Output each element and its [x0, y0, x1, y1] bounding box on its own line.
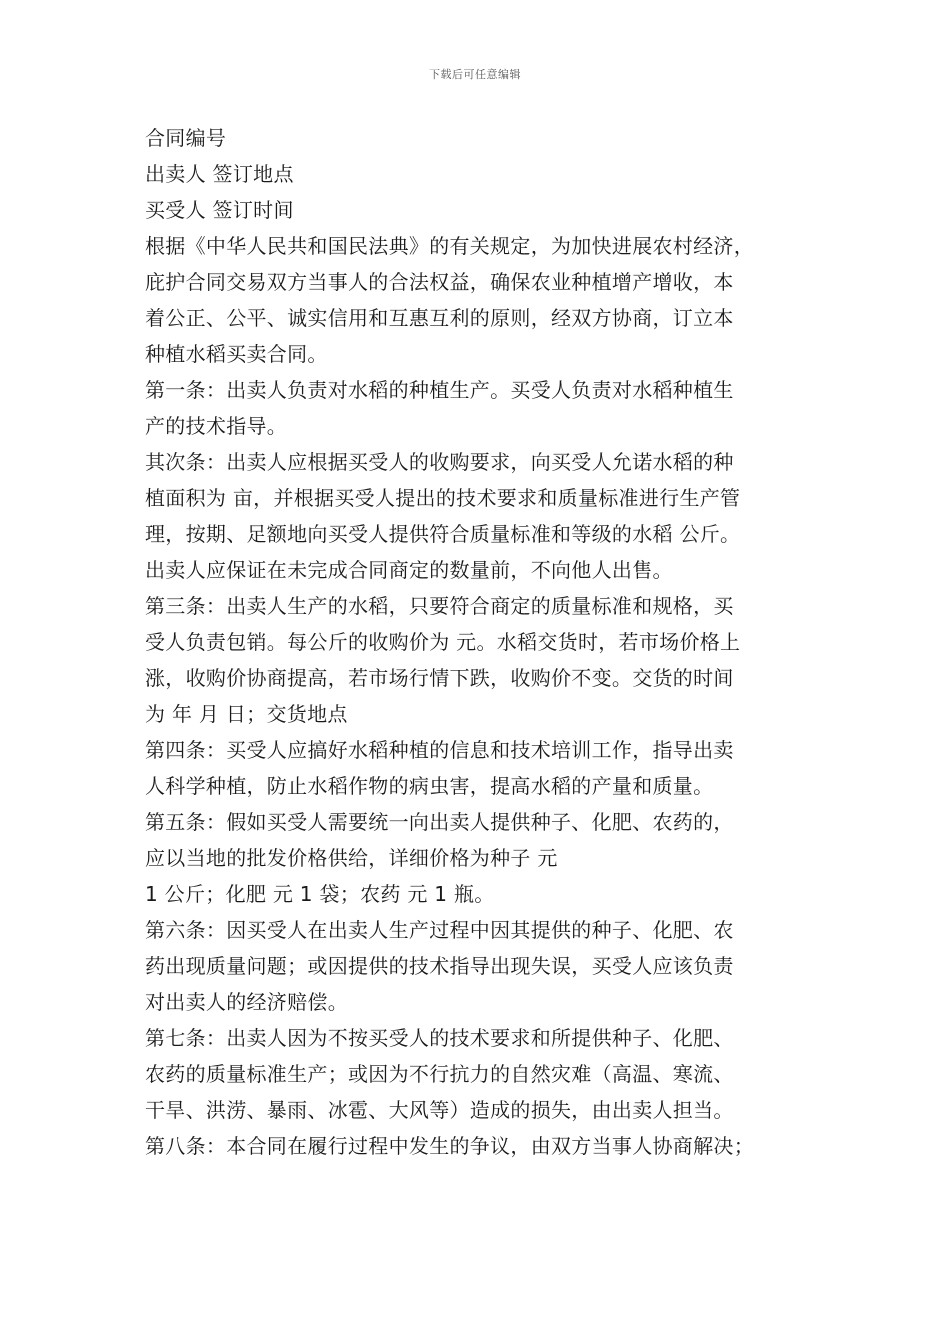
doc-line: 种植水稻买卖合同。: [145, 342, 328, 366]
doc-line: 1 公斤；化肥 元 1 袋；农药 元 1 瓶。: [145, 882, 495, 906]
doc-line: 出卖人应保证在未完成合同商定的数量前，不向他人出售。: [145, 558, 673, 582]
doc-line: 受人负责包销。每公斤的收购价为 元。水稻交货时，若市场价格上: [145, 630, 741, 654]
doc-line: 产的技术指导。: [145, 414, 288, 438]
doc-line: 应以当地的批发价格供给，详细价格为种子 元: [145, 846, 558, 870]
document-body: [145, 120, 815, 1164]
doc-line: 对出卖人的经济赔偿。: [145, 990, 348, 1014]
doc-line-article-6: 第六条：因买受人在出卖人生产过程中因其提供的种子、化肥、农: [145, 918, 734, 942]
doc-line: 庇护合同交易双方当事人的合法权益，确保农业种植增产增收，本: [145, 270, 734, 294]
doc-line: 农药的质量标准生产；或因为不行抗力的自然灾难（高温、寒流、: [145, 1062, 734, 1086]
doc-line: 根据《中华人民共和国民法典》的有关规定，为加快进展农村经济，: [145, 234, 754, 258]
doc-line-seller: 出卖人 签订地点: [145, 162, 294, 186]
doc-line: 人科学种植，防止水稻作物的病虫害，提高水稻的产量和质量。: [145, 774, 714, 798]
doc-line-buyer: 买受人 签订时间: [145, 198, 294, 222]
doc-line-contract-number: 合同编号: [145, 126, 227, 150]
doc-line: 药出现质量问题；或因提供的技术指导出现失误，买受人应该负责: [145, 954, 734, 978]
doc-line-article-3: 第三条：出卖人生产的水稻，只要符合商定的质量标准和规格，买: [145, 594, 734, 618]
doc-line-article-4: 第四条：买受人应搞好水稻种植的信息和技术培训工作，指导出卖: [145, 738, 734, 762]
doc-line-article-5: 第五条：假如买受人需要统一向出卖人提供种子、化肥、农药的，: [145, 810, 734, 834]
page-header-note: 下载后可任意编辑: [429, 68, 521, 81]
doc-line-article-8: 第八条：本合同在履行过程中发生的争议，由双方当事人协商解决；: [145, 1134, 754, 1158]
doc-line-article-1: 第一条：出卖人负责对水稻的种植生产。买受人负责对水稻种植生: [145, 378, 734, 402]
doc-line-article-7: 第七条：出卖人因为不按买受人的技术要求和所提供种子、化肥、: [145, 1026, 734, 1050]
doc-line-article-2: 其次条：出卖人应根据买受人的收购要求，向买受人允诺水稻的种: [145, 450, 734, 474]
doc-line: 着公正、公平、诚实信用和互惠互利的原则，经双方协商，订立本: [145, 306, 734, 330]
doc-line: 理，按期、足额地向买受人提供符合质量标准和等级的水稻 公斤。: [145, 522, 741, 546]
doc-line: 植面积为 亩，并根据买受人提出的技术要求和质量标准进行生产管: [145, 486, 741, 510]
doc-line: 涨，收购价协商提高，若市场行情下跌，收购价不变。交货的时间: [145, 666, 734, 690]
doc-line: 为 年 月 日；交货地点: [145, 702, 348, 726]
doc-line: 干旱、洪涝、暴雨、冰雹、大风等）造成的损失，由出卖人担当。: [145, 1098, 734, 1122]
